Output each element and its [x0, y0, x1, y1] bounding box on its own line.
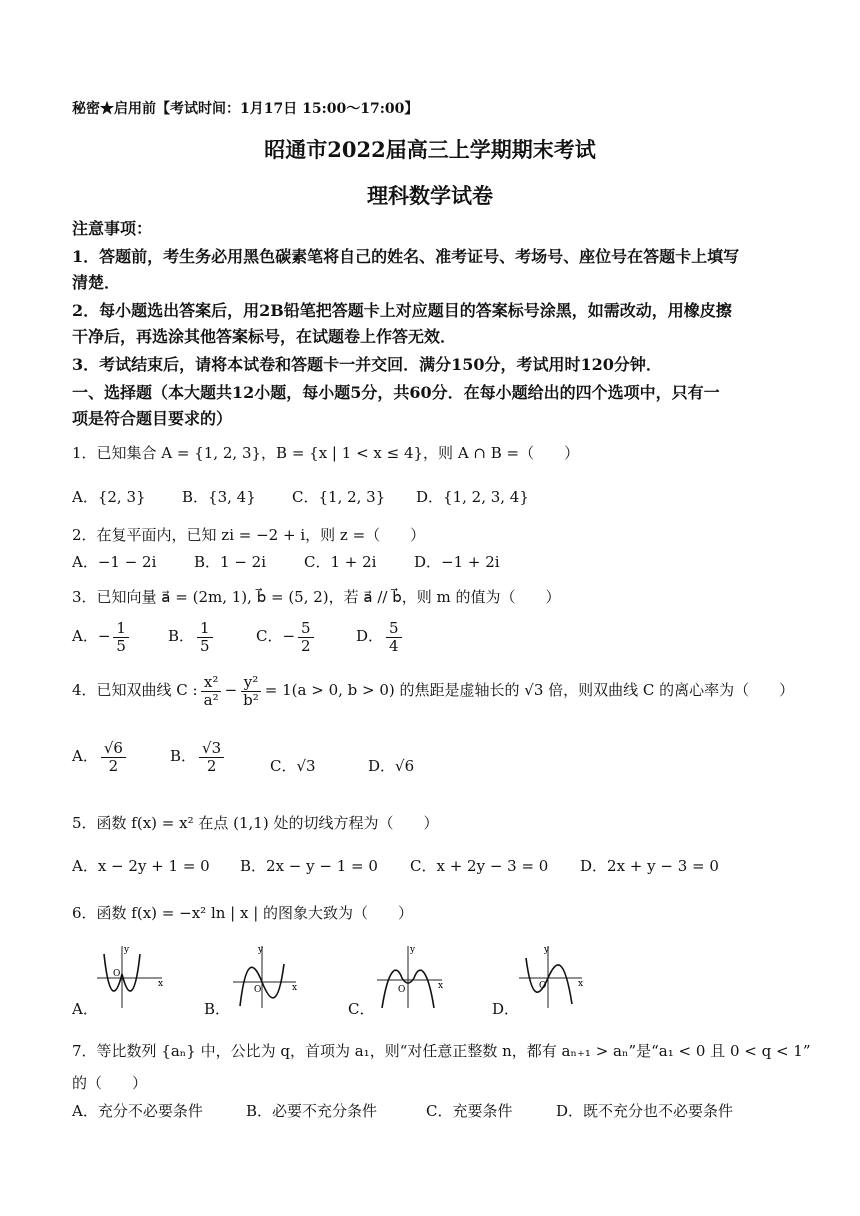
- origin-label-d: O: [539, 981, 547, 991]
- origin-label-a: O: [113, 969, 121, 979]
- question-6-graph-d: [514, 940, 586, 1012]
- axis-x-label-a: x: [158, 979, 164, 989]
- axis-x-label-b: x: [292, 983, 298, 993]
- notice-item-1-line-2: 清楚．: [72, 273, 121, 292]
- axis-y-label-b: y: [258, 945, 264, 955]
- question-4-option-c: C．√3: [270, 757, 316, 775]
- question-6-option-c-label: C．: [348, 1000, 375, 1018]
- question-6-option-d-label: D．: [492, 1000, 520, 1018]
- notice-item-2-line-2: 干净后，再选涂其他答案标号，在试题卷上作答无效．: [72, 327, 457, 346]
- question-2-stem: 2．在复平面内，已知 zi = −2 + i，则 z =（ ）: [72, 526, 426, 544]
- question-6-stem: 6．函数 f(x) = −x² ln | x | 的图象大致为（ ）: [72, 904, 414, 922]
- question-2-option-b: B．1 − 2i: [194, 553, 267, 571]
- question-2-option-c: C．1 + 2i: [304, 553, 377, 571]
- question-6-option-a-label: A．: [72, 1000, 98, 1018]
- question-5-option-d: D．2x + y − 3 = 0: [580, 857, 719, 875]
- question-7-stem-line-1: 7．等比数列 {aₙ} 中，公比为 q，首项为 a₁，则“对任意正整数 n，都有 aₙ₊₁ > aₙ”是“a₁ < 0 且 0 < q < 1”: [72, 1042, 811, 1060]
- question-1-option-d: D．{1, 2, 3, 4}: [416, 488, 529, 506]
- question-3-stem: 3．已知向量 a⃗ = (2m, 1), b⃗ = (5, 2)，若 a⃗ // b⃗，则 m 的值为（ ）: [72, 588, 561, 606]
- question-4-stem: 4．已知双曲线 C : $\frac{\text{x²}}{\text{a²}}$ − $\frac{\text{y²}}{\text{b²}}$ = 1(a > 0, b > 0) 的焦距是虚轴长的 √3 倍，则双曲线 C 的离心率为（ ）: [72, 673, 795, 709]
- secret-notice: 秘密★启用前【考试时间：1月17日 15:00～17:00】: [72, 101, 419, 117]
- axis-y-label-a: y: [124, 945, 130, 955]
- question-4-option-d: D．√6: [368, 757, 415, 775]
- axis-x-label-d: x: [578, 979, 584, 989]
- question-7-option-c: C．充要条件: [426, 1102, 513, 1120]
- question-6-graph-c: [372, 940, 447, 1012]
- question-3-option-d: D． $\frac{5}{4}$: [356, 620, 405, 654]
- notice-item-2-line-1: 2．每小题选出答案后，用2B铅笔把答题卡上对应题目的答案标号涂黑，如需改动，用橡皮擦: [72, 301, 732, 320]
- question-1-option-b: B．{3, 4}: [182, 488, 256, 506]
- question-5-stem: 5．函数 f(x) = x² 在点 (1,1) 处的切线方程为（ ）: [72, 814, 439, 832]
- question-3-option-b: B． $\frac{1}{5}$: [168, 620, 216, 654]
- question-5-option-b: B．2x − y − 1 = 0: [240, 857, 378, 875]
- exam-subtitle: 理科数学试卷: [367, 183, 493, 208]
- question-4-option-b: B． $\frac{√3}{2}$: [170, 740, 227, 774]
- question-7-option-d: D．既不充分也不必要条件: [556, 1102, 734, 1120]
- section-1-line-1: 一、选择题（本大题共12小题，每小题5分，共60分．在每小题给出的四个选项中，只有一: [72, 383, 720, 402]
- section-1-line-2: 项是符合题目要求的）: [72, 409, 233, 428]
- question-6-option-b-label: B．: [204, 1000, 231, 1018]
- notice-item-1-line-1: 1．答题前，考生务必用黑色碳素笔将自己的姓名、准考证号、考场号、座位号在答题卡上填写: [72, 247, 740, 266]
- question-1-option-a: A．{2, 3}: [72, 488, 146, 506]
- question-5-option-c: C．x + 2y − 3 = 0: [410, 857, 549, 875]
- question-4-option-a: A． $\frac{√6}{2}$: [72, 740, 129, 774]
- exam-title: 昭通市2022届高三上学期期末考试: [264, 137, 596, 162]
- question-3-option-a: A．− $\frac{1}{5}$: [72, 620, 132, 654]
- question-7-stem-line-2: 的（ ）: [72, 1074, 148, 1092]
- axis-y-label-d: y: [544, 945, 550, 955]
- notice-heading: 注意事项：: [72, 219, 153, 238]
- question-6-graph-a: [92, 940, 167, 1012]
- notice-item-3: 3．考试结束后，请将本试卷和答题卡一并交回．满分150分，考试用时120分钟．: [72, 355, 662, 374]
- question-6-graph-b: [228, 940, 300, 1012]
- question-1-option-c: C．{1, 2, 3}: [292, 488, 386, 506]
- question-2-option-a: A．−1 − 2i: [72, 553, 157, 571]
- axis-x-label-c: x: [438, 981, 444, 991]
- question-7-option-b: B．必要不充分条件: [246, 1102, 378, 1120]
- question-7-option-a: A．充分不必要条件: [72, 1102, 203, 1120]
- question-5-option-a: A．x − 2y + 1 = 0: [72, 857, 210, 875]
- question-2-option-d: D．−1 + 2i: [414, 553, 500, 571]
- question-1-stem: 1．已知集合 A = {1, 2, 3}，B = {x | 1 < x ≤ 4}，则 A ∩ B =（ ）: [72, 444, 580, 462]
- question-3-option-c: C．− $\frac{5}{2}$: [256, 620, 317, 654]
- axis-y-label-c: y: [410, 945, 416, 955]
- origin-label-c: O: [398, 985, 406, 995]
- origin-label-b: O: [254, 985, 262, 995]
